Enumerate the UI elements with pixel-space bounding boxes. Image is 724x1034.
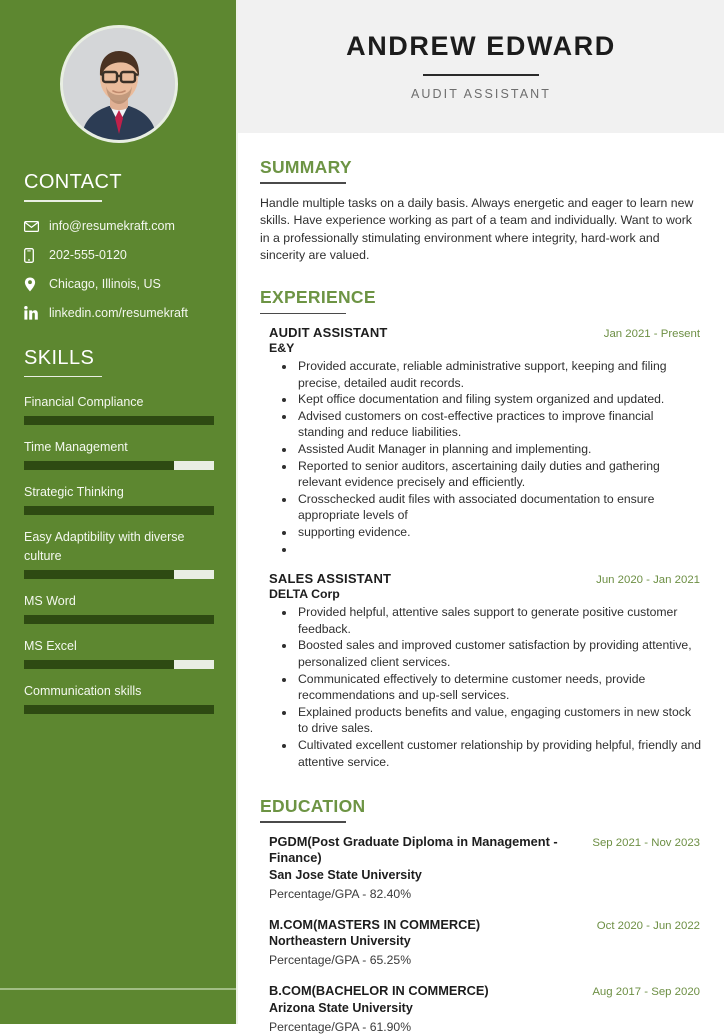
avatar [60,25,178,143]
education-entry-head [260,834,702,867]
contact-location-text: Chicago, Illinois, US [49,276,161,291]
skill-label: Communication skills [24,683,142,698]
skill-item [24,637,214,669]
experience-section [260,287,702,770]
skill-bar-fill [24,506,214,515]
experience-entry [260,325,702,557]
name-divider [423,74,539,77]
bullet-item: • Provided helpful, attentive sales support to generate positive customer feedback. [296,604,702,637]
education-degree: PGDM(Post Graduate Diploma in Management - Finance) [269,833,558,866]
location-pin-icon [24,277,41,292]
skill-item [24,592,214,624]
skill-item [24,393,214,425]
bullet-item: • Kept office documentation and filing system organized and updated. [296,391,702,408]
contact-list [24,219,214,321]
contact-heading-rule [24,200,102,202]
skill-bar-fill [24,570,174,579]
skill-item [24,438,214,470]
bullet-item: • Boosted sales and improved customer satisfaction by providing attentive, personalized client services. [296,637,702,670]
skill-bar [24,705,214,714]
summary-section [260,157,702,264]
experience-entry-head [260,571,702,586]
contact-item-email[interactable] [24,219,214,234]
skill-bar-fill [24,416,214,425]
contact-phone-text: 202-555-0120 [49,247,127,262]
experience-heading: EXPERIENCE [260,287,376,308]
bullet-item: • Provided accurate, reliable administrative support, keeping and filing precise, detailed audit records. [296,358,702,391]
education-entry-head [260,917,702,933]
experience-date: Jan 2021 - Present [603,328,700,341]
bullet-item: • Communicated effectively to determine customer needs, provide recommendations and up-sell services. [296,671,702,704]
skill-label: Financial Compliance [24,395,144,409]
skill-label: MS Excel [24,638,77,653]
contact-item-location[interactable] [24,277,214,292]
education-degree: M.COM(MASTERS IN COMMERCE) [269,916,481,932]
summary-heading-rule [260,182,346,184]
education-date: Sep 2021 - Nov 2023 [592,836,700,849]
education-degree: B.COM(BACHELOR IN COMMERCE) [269,983,489,999]
bullet-item: • Reported to senior auditors, ascertaining daily duties and gathering relevant evidence precisely and efficiently. [296,458,702,491]
education-date: Aug 2017 - Sep 2020 [592,986,700,999]
bullet-item: • Assisted Audit Manager in planning and implementing. [296,441,702,458]
experience-bullets [260,604,702,770]
skill-bar [24,506,214,515]
education-date: Oct 2020 - Jun 2022 [596,919,700,932]
envelope-icon [24,221,41,232]
skill-item [24,483,214,515]
experience-entry-head [260,325,702,340]
bullet-item-empty [296,541,702,558]
page-break-line [0,988,236,990]
education-entry [260,917,702,968]
summary-heading: SUMMARY [260,157,352,177]
education-score: Percentage/GPA - 65.25% [269,953,412,968]
skill-bar-fill [24,461,174,470]
summary-text: Handle multiple tasks on a daily basis. Always energetic and eager to learn new skills. Have experience working as part of a team and individually. Want to work in a professionally stimulating environment where integrity, hard-work and sincerity are valued. [260,195,694,262]
skills-heading-rule [24,376,102,378]
bullet-item: • Advised customers on cost-effective practices to improve financial standing and reduce liabilities. [296,408,702,441]
skill-bar [24,615,214,624]
bullet-item: • supporting evidence. [296,524,702,541]
skill-label: MS Word [24,593,76,608]
education-score: Percentage/GPA - 61.90% [269,1020,412,1034]
skills-heading: SKILLS [24,346,95,369]
contact-item-phone[interactable] [24,248,214,263]
education-score: Percentage/GPA - 82.40% [269,886,412,901]
education-entry [260,834,702,901]
skills-list [24,393,214,714]
education-entry-head [260,983,702,999]
job-title: AUDIT ASSISTANT [410,87,552,102]
name-header [238,0,724,133]
experience-organization: DELTA Corp [269,587,340,602]
avatar-container [0,0,238,143]
education-heading: EDUCATION [260,796,366,817]
skill-bar [24,461,214,470]
contact-section [0,171,238,321]
skill-bar [24,660,214,669]
page-title: ANDREW EDWARD [346,30,616,61]
education-heading-rule [260,821,346,823]
skill-item [24,682,214,714]
main-column [238,0,724,1034]
mobile-phone-icon [24,248,41,263]
contact-linkedin-text: linkedin.com/resumekraft [49,305,188,320]
skills-section [0,347,238,715]
education-school: Northeastern University [269,934,411,949]
skill-bar [24,416,214,425]
skill-label: Easy Adaptibility with diverse culture [24,530,185,563]
linkedin-icon [24,306,41,320]
skill-label: Time Management [24,440,128,455]
contact-email-text: info@resumekraft.com [49,218,175,233]
experience-role: SALES ASSISTANT [269,571,392,587]
bullet-item: • Crosschecked audit files with associated documentation to ensure appropriate levels of [296,491,702,524]
main-body [238,133,724,1034]
education-school: San Jose State University [269,867,422,882]
skill-bar [24,570,214,579]
contact-heading: CONTACT [24,171,122,193]
experience-bullets [260,358,702,557]
skill-bar-fill [24,705,214,714]
education-school: Arizona State University [269,1000,413,1015]
experience-entry [260,571,702,770]
skill-label: Strategic Thinking [24,485,124,500]
experience-role: AUDIT ASSISTANT [269,325,388,341]
experience-date: Jun 2020 - Jan 2021 [596,574,700,587]
education-section [260,796,702,1034]
contact-item-linkedin[interactable] [24,306,214,321]
experience-organization: E&Y [269,341,295,356]
education-entry [260,983,702,1034]
sidebar [0,0,238,1024]
bullet-item: • Explained products benefits and value, engaging customers in new stock to drive sales. [296,704,702,737]
skill-bar-fill [24,660,174,669]
experience-heading-rule [260,313,346,315]
skill-bar-fill [24,615,214,624]
bullet-item: • Cultivated excellent customer relationship by providing helpful, friendly and attentive service. [296,737,702,770]
skill-item [24,528,214,578]
